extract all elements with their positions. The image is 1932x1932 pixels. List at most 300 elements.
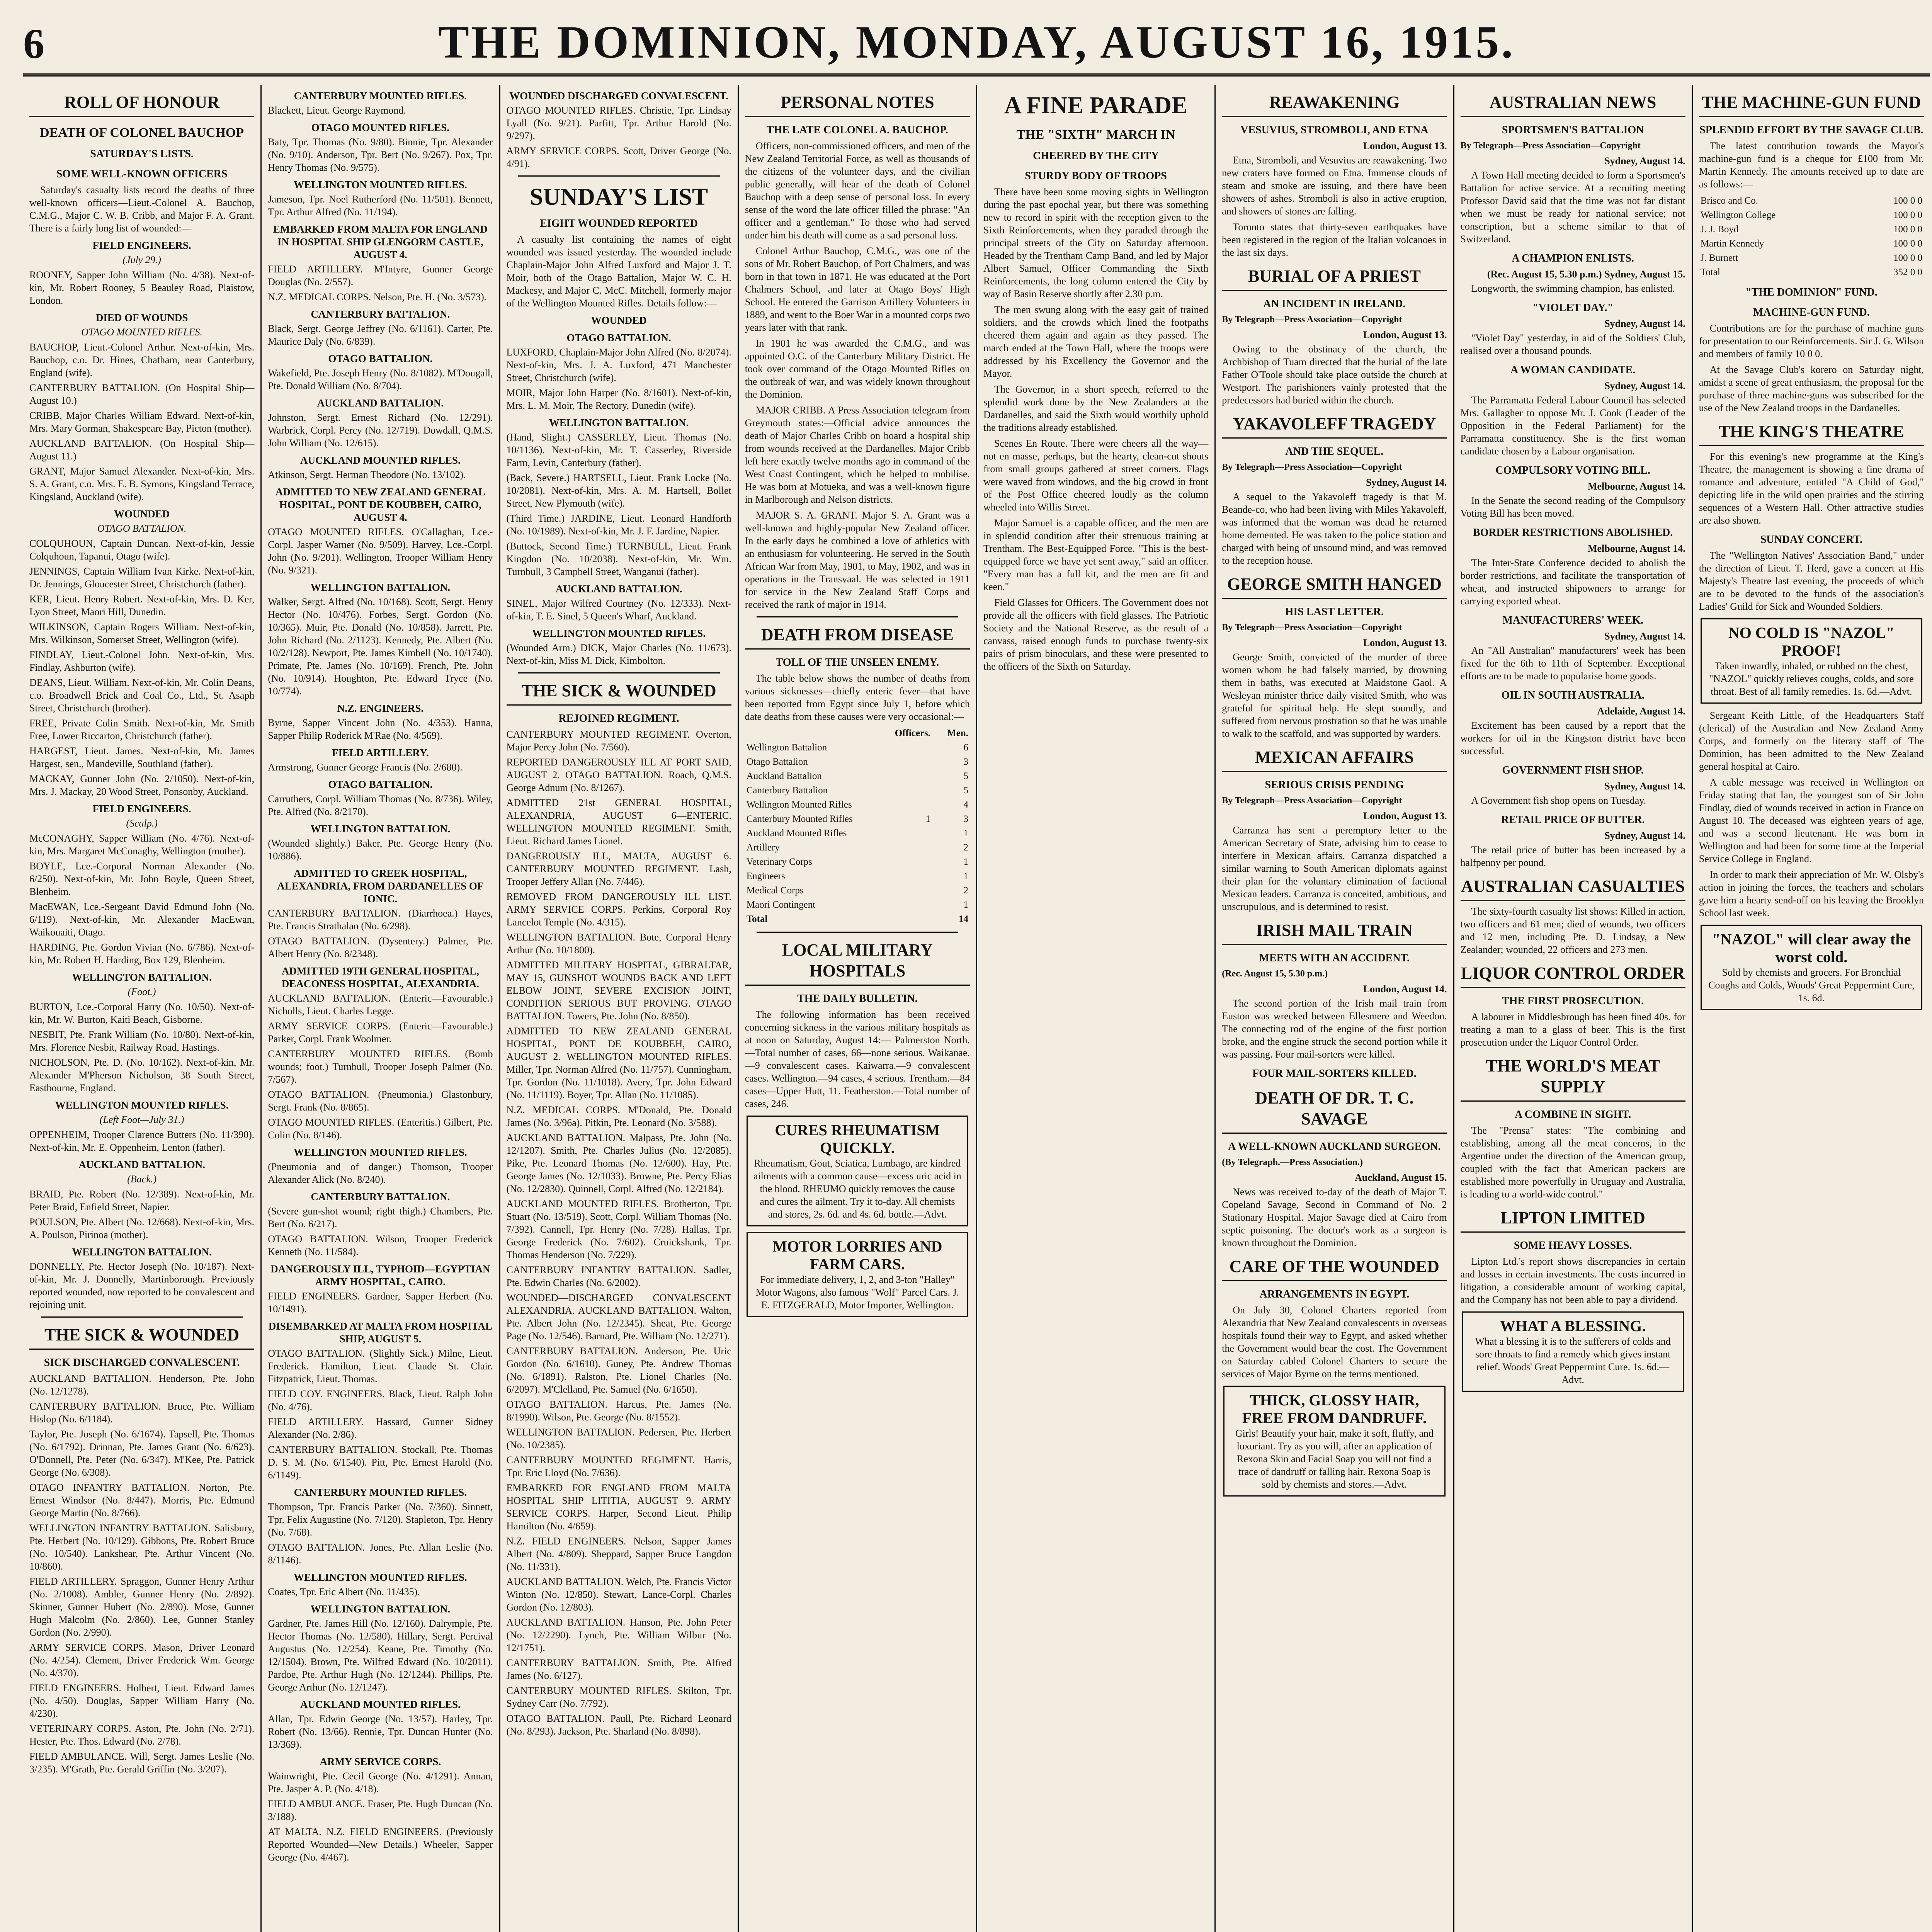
ad-text: Girls! Beautify your hair, make it soft, fluffy, and luxuriant. Try as you will, after an application of Rexona Skin and Facial Soap you will not find a trace of dandruff or falling hair. Rexona Soap is sold by chemists and stores.—Advt. bbox=[1235, 1428, 1434, 1490]
casualty-entry: MacEWAN, Lce.-Sergeant David Edmund John (No. 6/119). Next-of-kin, Mr. Alexander MacEwan, Waikouaiti, Otago. bbox=[29, 901, 255, 938]
subheadline: THE LATE COLONEL A. BAUCHOP. bbox=[766, 124, 948, 136]
table-cell bbox=[893, 740, 932, 755]
article-paragraph: A Town Hall meeting decided to form a Sportsmen's Battalion for active service. At a recruiting meeting Professor David said that the time was not far distant when we must be ready for national service; not conscription, but a scheme similar to that of Switzerland. bbox=[1460, 170, 1685, 245]
article-paragraph: Scenes En Route. There were cheers all the way—not en masse, perhaps, but the hearty, clean-cut shouts from small groups gathered at street corners. Flags were waved from windows, and the big crowd in front of the Post Office cheered loudly as the column wheeled into Willis Street. bbox=[983, 438, 1209, 513]
top-entries bbox=[507, 104, 731, 170]
table-row bbox=[745, 783, 970, 798]
unit-heading: WELLINGTON MOUNTED RIFLES. bbox=[293, 179, 467, 190]
divider bbox=[518, 672, 720, 673]
dateline: London, August 14. bbox=[1363, 983, 1447, 995]
table-cell bbox=[893, 840, 932, 855]
sick-entry: AUCKLAND BATTALION. Welch, Pte. Francis Victor Winton (No. 12/850). Stewart, Lance-Corpl. Charles Gordon (No. 12/803). bbox=[506, 1576, 731, 1613]
casualty-entry: MACKAY, Gunner John (No. 2/1050). Next-of-kin, Mrs. J. Mackay, 20 Wood Street, Ponsonby, Auckland. bbox=[29, 773, 255, 797]
casualty-entry: FIELD ENGINEERS. Gardner, Sapper Herbert (No. 10/1491). bbox=[268, 1291, 493, 1315]
article-paragraph: The latest contribution towards the Mayor's machine-gun fund is a cheque for £100 from Mr. Martin Kennedy. The amounts received up to date are as follows:— bbox=[1699, 140, 1924, 190]
casualty-entry: Johnston, Sergt. Ernest Richard (No. 12/291). Warbrick, Corpl. Percy (No. 12/719). Dowdall, Q.M.S. John William (No. 12/615). bbox=[268, 412, 493, 449]
headline-australian-casualties: AUSTRALIAN CASUALTIES bbox=[1461, 876, 1685, 901]
table-cell: Canterbury Battalion bbox=[746, 785, 828, 796]
headline-burial-of-priest: BURIAL OF A PRIEST bbox=[1222, 266, 1447, 291]
subheadline: MEETS WITH AN ACCIDENT. bbox=[1259, 952, 1410, 964]
casualty-entry: CANTERBURY BATTALION. (On Hospital Ship—August 10.) bbox=[29, 382, 255, 406]
headline-sick-wounded: THE SICK & WOUNDED bbox=[29, 1325, 254, 1350]
divider bbox=[41, 1316, 243, 1318]
table-cell bbox=[893, 898, 932, 912]
unit-heading: WELLINGTON MOUNTED RIFLES. bbox=[532, 628, 706, 639]
casualty-entry: (Severe gun-shot wound; right thigh.) Chambers, Pte. Bert (No. 6/217). bbox=[268, 1206, 493, 1230]
unit-heading: WELLINGTON MOUNTED RIFLES. bbox=[293, 1146, 467, 1158]
dateline: London, August 13. bbox=[1363, 329, 1447, 340]
casualty-entry: (Wounded Arm.) DICK, Major Charles (No. 11/673). Next-of-kin, Miss M. Dick, Kimbolton. bbox=[506, 642, 731, 666]
donor-name: Martin Kennedy bbox=[1700, 238, 1764, 249]
casualty-entry: CANTERBURY MOUNTED RIFLES. (Bomb wounds; foot.) Turnbull, Trooper Joseph Palmer (No. 7/567). bbox=[268, 1048, 493, 1085]
table-row bbox=[745, 826, 970, 840]
casualty-entry: Armstrong, Gunner George Francis (No. 2/680). bbox=[268, 762, 463, 773]
article-paragraph: For this evening's new programme at the King's Theatre, the management is showing a fine drama of romance and adventure, entitled "A Child of God," depicting life in the wild open prairies and the stirring sequences of a Western Hall. Other attractive studies are also shown. bbox=[1699, 451, 1924, 526]
unit-heading: OTAGO BATTALION. bbox=[328, 779, 433, 790]
column-roll-of-honour bbox=[23, 85, 262, 1932]
sick-entry: WELLINGTON INFANTRY BATTALION. Salisbury, Pte. Herbert (No. 10/129). Gibbons, Pte. Robert Bruce (No. 10/540). Lankshear, Pte. Arthur Vincent (No. 10/860). bbox=[29, 1522, 255, 1572]
donation-amount: 100 0 0 bbox=[1893, 238, 1922, 249]
unit-heading: OTAGO BATTALION. bbox=[566, 332, 671, 344]
news-item-title: "VIOLET DAY." bbox=[1532, 302, 1614, 314]
casualty-entry: McCONAGHY, Sapper William (No. 4/76). Next-of-kin, Mrs. Margaret McConaghy, Wellington (mother). bbox=[29, 833, 255, 857]
table-row bbox=[745, 769, 970, 783]
casualty-units bbox=[29, 239, 254, 1311]
casualty-entry: Baty, Tpr. Thomas (No. 9/80). Binnie, Tpr. Alexander (No. 9/10). Anderson, Tpr. Bert (No. 9/267). Pox, Tpr. Henry Thomas (No. 9/575). bbox=[268, 136, 493, 173]
table-cell: Total bbox=[746, 914, 768, 924]
table-cell: Artillery bbox=[746, 842, 780, 853]
headline-fine-parade: A FINE PARADE bbox=[1004, 92, 1188, 119]
sick-entry: FIELD AMBULANCE. Will, Sergt. James Leslie (No. 3/235). M'Grath, Pte. Gerald Griffin (No. 3/207). bbox=[29, 1751, 255, 1775]
subheadline: SERIOUS CRISIS PENDING bbox=[1265, 779, 1404, 791]
table-cell: 2 bbox=[963, 885, 968, 896]
casualty-entry: Jameson, Tpr. Noel Rutherford (No. 11/501). Bennett, Tpr. Arthur Alfred (No. 11/194). bbox=[268, 194, 493, 218]
table-cell: Wellington Battalion bbox=[746, 742, 827, 753]
column-header bbox=[745, 726, 893, 740]
unit-heading: WELLINGTON BATTALION. bbox=[72, 1246, 212, 1258]
article-paragraph: An "All Australian" manufacturers' week has been fixed for the 6th to 11th of September. Exceptional efforts are to be made to popularise home goods. bbox=[1460, 645, 1685, 682]
newspaper-title: THE DOMINION, MONDAY, AUGUST 16, 1915. bbox=[438, 16, 1515, 68]
table-cell bbox=[893, 755, 932, 769]
casualty-entry: Byrne, Sapper Vincent John (No. 4/353). Hanna, Sapper Philip Roderick M'Rae (No. 4/569). bbox=[268, 717, 493, 741]
subheadline: SUNDAY CONCERT. bbox=[1760, 534, 1862, 546]
casualty-entry: DONNELLY, Pte. Hector Joseph (No. 10/187). Next-of-kin, Mr. J. Donnelly, Martinborough. Previously reported wounded, now reported to be convalescent and rejoining unit. bbox=[29, 1261, 255, 1310]
article-paragraph: The "Prensa" states: "The combining and establishing, among all the meat concerns, in the Argentine under the direction of the American group, coupled with the fact that American packers are established more powerfully in Uruguay and Australia, is leading to a world-wide control." bbox=[1460, 1125, 1685, 1200]
sick-entry: ADMITTED 21st GENERAL HOSPITAL, ALEXANDRIA, AUGUST 6—ENTERIC. WELLINGTON MOUNTED REGIMENT. Smith, Lieut. Richard James Lionel. bbox=[506, 797, 731, 847]
table-cell: 3 bbox=[963, 814, 968, 824]
table-cell bbox=[893, 912, 932, 926]
casualty-entry: NICHOLSON, Pte. D. (No. 10/162). Next-of-kin, Mr. Alexander M'Pherson Nicholson, 38 South Street, Eastbourne, England. bbox=[29, 1057, 255, 1094]
unit-heading: CANTERBURY BATTALION. bbox=[311, 1191, 450, 1202]
table-row bbox=[1699, 251, 1924, 265]
unit-heading: WOUNDED bbox=[591, 315, 647, 326]
donation-amount: 100 0 0 bbox=[1893, 210, 1922, 220]
donor-name: J. Burnett bbox=[1700, 253, 1738, 263]
article-paragraph: In the Senate the second reading of the Compulsory Voting Bill has been moved. bbox=[1460, 495, 1685, 519]
article-paragraph: Lipton Ltd.'s report shows discrepancies in certain and losses in certain investments. The costs incurred in litigation, a considerable amount of working capital, and the Company has not been able to pay a dividend. bbox=[1460, 1256, 1685, 1305]
casualty-entry: CANTERBURY BATTALION. Stockall, Pte. Thomas D. S. M. (No. 6/1540). Pitt, Pte. Ernest Harold (No. 6/1149). bbox=[268, 1444, 493, 1481]
casualty-entry: FIELD ARTILLERY. Hassard, Gunner Sidney Alexander (No. 2/86). bbox=[268, 1416, 493, 1440]
column-cable-news bbox=[1216, 85, 1454, 1932]
subheadline: SATURDAY'S LISTS. bbox=[90, 148, 194, 160]
table-row bbox=[745, 798, 970, 812]
subheadline: EIGHT WOUNDED REPORTED bbox=[540, 218, 698, 230]
table-cell: 1 bbox=[963, 828, 968, 838]
table-total-row bbox=[745, 912, 970, 926]
dateline: Melbourne, August 14. bbox=[1587, 481, 1685, 492]
casualty-entry: (Hand, Slight.) CASSERLEY, Lieut. Thomas (No. 10/1136). Next-of-kin, Mr. T. Casserley, Riverside Farm, Levin, Canterbury (father). bbox=[506, 432, 731, 468]
article-paragraph: MAJOR CRIBB. A Press Association telegram from Greymouth states:—Official advice announces the death of Major Charles Cribb on board a hospital ship from wounds received at the Dardanelles. Major Cribb left here exactly twelve months ago in command of the West Coast Contingent, which he helped to mobilise. He was born at Motueka, and was a well-known figure in Marlborough and Nelson districts. bbox=[745, 405, 970, 505]
unit-heading: WELLINGTON MOUNTED RIFLES. bbox=[293, 1571, 467, 1583]
article-paragraph: Contributions are for the purchase of machine guns for presentation to our Reinforcements. Sir J. G. Wilson and members of family 10 0 0. bbox=[1699, 323, 1924, 359]
sick-entry: AUCKLAND BATTALION. Hanson, Pte. John Peter (No. 12/2290). Lynch, Pte. William Wilbur (No. 12/1751). bbox=[506, 1617, 731, 1653]
casualty-entry: COLQUHOUN, Captain Duncan. Next-of-kin, Jessie Colquhoun, Tapanui, Otago (wife). bbox=[29, 538, 255, 562]
headline-mexican-affairs: MEXICAN AFFAIRS bbox=[1222, 747, 1447, 772]
casualty-entry: DEANS, Lieut. William. Next-of-kin, Mr. Colin Deans, c.o. Broadwell Brick and Coal Co., Ltd., St. Asaph Street, Christchurch (brother). bbox=[29, 677, 255, 714]
table-cell bbox=[893, 798, 932, 812]
donation-amount: 352 0 0 bbox=[1893, 267, 1922, 277]
unit-heading: CANTERBURY MOUNTED RIFLES. bbox=[294, 90, 467, 102]
article-paragraph: Major Samuel is a capable officer, and the men are in splendid condition after their strenuous training at Trentham. The Best-Equipped Force. "This is the best-equipped force we have yet sent away," said an officer. "Every man has a full kit, and the men are fit and keen." bbox=[983, 517, 1209, 592]
dateline: Sydney, August 14. bbox=[1604, 318, 1685, 329]
casualty-entry: Blackett, Lieut. George Raymond. bbox=[268, 105, 406, 116]
dateline: London, August 13. bbox=[1363, 140, 1447, 151]
column-header: Men. bbox=[947, 728, 968, 738]
table-row bbox=[745, 755, 970, 769]
byline: By Telegraph—Press Association—Copyright bbox=[1222, 462, 1402, 472]
donation-amount: 100 0 0 bbox=[1893, 224, 1922, 235]
article-paragraph: In order to mark their appreciation of Mr. W. Olsby's action in joining the forces, the teachers and scholars gave him a hearty send-off on his leaving the Brooklyn School last week. bbox=[1699, 869, 1924, 918]
ad-text: For immediate delivery, 1, 2, and 3-ton "Halley" Motor Wagons, also famous "Wolf" Parcel Cars. J. E. FITZGERALD, Motor Importer, Wellington. bbox=[755, 1274, 959, 1311]
news-item-title: MANUFACTURERS' WEEK. bbox=[1502, 614, 1643, 626]
news-item-title: COMPULSORY VOTING BILL. bbox=[1495, 464, 1650, 476]
subheadline: THE DAILY BULLETIN. bbox=[797, 993, 918, 1005]
casualty-entry: SINEL, Major Wilfred Courtney (No. 12/333). Next-of-kin, T. E. Sinel, 5 Queen's Wharf, Auckland. bbox=[506, 598, 731, 622]
headline-sick-wounded: THE SICK & WOUNDED bbox=[507, 680, 731, 706]
unit-subheading: OTAGO MOUNTED RIFLES. bbox=[81, 327, 202, 338]
article-paragraph: In 1901 he was awarded the C.M.G., and was appointed O.C. of the Canterbury Military District. He took over command of the Otago Mounted Rifles on the outbreak of war, and was widely known throughout the Dominion. bbox=[745, 338, 970, 400]
unit-subheading: OTAGO BATTALION. bbox=[97, 523, 187, 534]
sick-entry: CANTERBURY MOUNTED REGIMENT. Overton, Major Percy John (No. 7/560). bbox=[506, 729, 731, 753]
column-personal-notes bbox=[739, 85, 977, 1932]
table-cell: Canterbury Mounted Rifles bbox=[746, 814, 853, 824]
sick-list bbox=[29, 1372, 254, 1776]
ad-title: THICK, GLOSSY HAIR, FREE FROM DANDRUFF. bbox=[1242, 1391, 1427, 1427]
table-cell: 6 bbox=[963, 742, 968, 753]
casualty-entry: POULSON, Pte. Albert (No. 12/668). Next-of-kin, Mrs. A. Poulson, Pirinoa (mother). bbox=[29, 1216, 255, 1240]
casualty-entry: HARGEST, Lieut. James. Next-of-kin, Mr. James Hargest, sen., Mandeville, Southland (father). bbox=[29, 745, 255, 769]
sick-entry: AUCKLAND MOUNTED RIFLES. Brotherton, Tpr. Stuart (No. 13/519). Scott, Corpl. William Thomas (No. 7/392). Cannell, Tpr. Henry (No. 7/28). Hallas, Tpr. George Frederick (No. 7/602). Cruickshank, Tpr. Thomas Henderson (No. 7/229). bbox=[506, 1198, 731, 1260]
donation-amount: 100 0 0 bbox=[1893, 253, 1922, 263]
dateline: Sydney, August 14. bbox=[1604, 631, 1685, 642]
subheadline: MACHINE-GUN FUND. bbox=[1753, 306, 1870, 318]
table-row bbox=[745, 883, 970, 898]
table-row bbox=[745, 840, 970, 855]
table-cell: Veterinary Corps bbox=[746, 857, 812, 867]
donor-name: J. J. Boyd bbox=[1700, 224, 1739, 235]
sick-entry: WELLINGTON BATTALION. Bote, Corporal Henry Arthur (No. 10/1800). bbox=[506, 932, 731, 956]
column-australian-news bbox=[1454, 85, 1693, 1932]
casualty-entry: AUCKLAND BATTALION. (Enteric—Favourable.) Nicholls, Lieut. Charles Legge. bbox=[268, 993, 493, 1017]
dateline: Sydney, August 14. bbox=[1366, 477, 1447, 488]
intro-paragraph: A casualty list containing the names of eight wounded was issued yesterday. The wounded include Chaplain-Major John Alfred Luxford and Major J. T. Moir, both of the Otago Battalion, Major W. C. H. Mackesy, and Major C. McC. Mitchell, formerly major of the Wellington Mounted Rifles. Details follow:— bbox=[506, 234, 731, 309]
unit-heading: ARMY SERVICE CORPS. bbox=[320, 1756, 441, 1767]
casualty-entry: BAUCHOP, Lieut.-Colonel Arthur. Next-of-kin, Mrs. Bauchop, c.o. Dr. Hines, Chatham, near Canterbury, England (wife). bbox=[29, 342, 255, 378]
casualty-entry: OTAGO MOUNTED RIFLES. (Enteritis.) Gilbert, Pte. Colin (No. 8/146). bbox=[268, 1117, 493, 1141]
article-paragraph: Carranza has sent a peremptory letter to the American Secretary of State, advising him to cease to interfere in Mexican affairs. Carranza dispatched a similar warning to South American diplomats against their plan for the voluntary elimination of factional Mexican leaders. Carranza is conceited, ambitious, and unscrupulous, and is determined to resist. bbox=[1222, 825, 1447, 912]
ad-text: Taken inwardly, inhaled, or rubbed on the chest, "NAZOL" quickly relieves coughs, colds, and sore throat. Best of all family remedies. 1s. 6d.—Advt. bbox=[1709, 660, 1914, 697]
subheadline: SPORTSMEN'S BATTALION bbox=[1502, 124, 1644, 136]
article-paragraph: The men swung along with the easy gait of trained soldiers, and the crowds which lined the footpaths cheered them again and again as they passed. The march ended at the Town Hall, where the troops were addressed by his Excellency the Governor and the Mayor. bbox=[983, 304, 1209, 379]
casualty-entry: FINDLAY, Lieut.-Colonel John. Next-of-kin, Mrs. Findlay, Ashburton (wife). bbox=[29, 649, 255, 673]
unit-heading: WOUNDED bbox=[114, 508, 170, 520]
news-items bbox=[1461, 252, 1685, 869]
casualty-entry: Wakefield, Pte. Joseph Henry (No. 8/1082). M'Dougall, Pte. Donald William (No. 8/704). bbox=[268, 367, 493, 391]
table-cell: Auckland Battalion bbox=[746, 771, 822, 781]
casualty-entry: ARMY SERVICE CORPS. (Enteric—Favourable.) Parker, Corpl. Frank Woolmer. bbox=[268, 1020, 493, 1044]
ad-title: CURES RHEUMATISM QUICKLY. bbox=[775, 1121, 940, 1156]
article-paragraph: At the Savage Club's korero on Saturday night, amidst a scene of great enthusiasm, the proposal for the purchase of three machine-guns was subscribed for the use of the New Zealand troops in the Dardanelles. bbox=[1699, 364, 1924, 413]
unit-heading: AUCKLAND BATTALION. bbox=[317, 397, 444, 409]
unit-heading: DISEMBARKED AT MALTA FROM HOSPITAL SHIP, AUGUST 5. bbox=[268, 1320, 492, 1345]
column-machine-gun-fund bbox=[1693, 85, 1930, 1932]
casualty-entry: OTAGO BATTALION. (Dysentery.) Palmer, Pte. Albert Henry (No. 8/2348). bbox=[268, 935, 493, 959]
subheadline: A WELL-KNOWN AUCKLAND SURGEON. bbox=[1228, 1141, 1441, 1153]
casualty-entry: N.Z. MEDICAL CORPS. Nelson, Pte. H. (No. 3/573). bbox=[268, 291, 487, 303]
subheadline: "THE DOMINION" FUND. bbox=[1745, 286, 1878, 298]
table-cell: 4 bbox=[963, 799, 968, 810]
article-body bbox=[983, 185, 1208, 673]
advertisement bbox=[747, 1116, 968, 1226]
subheadline: HIS LAST LETTER. bbox=[1285, 606, 1384, 618]
headline-personal-notes: PERSONAL NOTES bbox=[745, 92, 970, 117]
article-paragraph: The table below shows the number of deaths from various sicknesses—chiefly enteric fever—that have been reported from Egypt since July 1, before which date deaths from these causes were very occasional:— bbox=[745, 673, 970, 722]
article-paragraph: Etna, Stromboli, and Vesuvius are reawakening. Two new craters have formed on Etna. Immense clouds of steam and smoke are issuing, and there have been showers of ashes. Stromboli is also in active eruption, and showers of stones are falling. bbox=[1222, 155, 1447, 217]
article-paragraph: The second portion of the Irish mail train from Euston was wrecked between Ellesmere and Weedon. The connecting rod of the engine of the first portion broke, and the engine struck the second portion while it was passing. Four mail-sorters were killed. bbox=[1222, 998, 1447, 1060]
casualty-entry: (Pneumonia and of danger.) Thomson, Trooper Alexander Alick (No. 8/240). bbox=[268, 1161, 493, 1185]
subheadline: SOME WELL-KNOWN OFFICERS bbox=[56, 168, 228, 180]
article-paragraph: The Parramatta Federal Labour Council has selected Mrs. Gallagher to oppose Mr. J. Cook (Leader of the Opposition in the Federal Parliament) for the Parramatta constituency. She is the first woman candidate chosen by a Labour organisation. bbox=[1460, 395, 1685, 457]
table-cell: Auckland Mounted Rifles bbox=[746, 828, 847, 838]
table-row bbox=[745, 855, 970, 869]
casualty-entry: OTAGO MOUNTED RIFLES. Christie, Tpr. Lindsay Lyall (No. 9/21). Parfitt, Tpr. Arthur Harold (No. 9/297). bbox=[506, 105, 731, 141]
unit-heading: OTAGO MOUNTED RIFLES. bbox=[311, 122, 450, 133]
casualty-entry: Walker, Sergt. Alfred (No. 10/168). Scott, Sergt. Henry Hector (No. 10/476). Forbes, Sergt. Gordon (No. 10/365). Muir, Pte. Donald (No. 10/858). Jarrett, Pte. John Richard (No. 2/1123). Kennedy, Pte. Albert (No. 10/2/128). Newport, Pte. James Kimbell (No. 10/1740). Primate, Pte. James (No. 10/169). French, Pte. John (No. 10/914). Houghton, Pte. Edward Tryce (No. 10/774). bbox=[268, 596, 493, 697]
table-cell: 1 bbox=[963, 857, 968, 867]
table-row bbox=[745, 740, 970, 755]
casualty-entry: (Wounded slightly.) Baker, Pte. George Henry (No. 10/886). bbox=[268, 838, 493, 862]
article-paragraph: A labourer in Middlesbrough has been fined 40s. for treating a man to a glass of beer. This is the first prosecution under the Liquor Control Order. bbox=[1460, 1011, 1685, 1048]
table-cell: 5 bbox=[963, 785, 968, 796]
news-item-title: BORDER RESTRICTIONS ABOLISHED. bbox=[1473, 527, 1673, 539]
dateline: Sydney, August 14. bbox=[1604, 155, 1685, 167]
article-paragraph: Officers, non-commissioned officers, and men of the New Zealand Territorial Force, as well as thousands of the citizens of the volunteer days, and the civilian public generally, will hear of the death of Colonel Bauchop with a deep sense of personal loss. In every sense of the word the late officer filled the phrase: "An officer and a gentleman." To those who had served under him his death will come as a sad personal loss. bbox=[745, 140, 970, 241]
advertisement bbox=[1701, 618, 1922, 704]
casualty-entry: BURTON, Lce.-Corporal Harry (No. 10/50). Next-of-kin, Mr. W. Burton, Kaiti Beach, Gisborne. bbox=[29, 1001, 255, 1025]
sick-entry: FIELD ARTILLERY. Spraggon, Gunner Henry Arthur (No. 2/1008). Ambler, Gunner Henry (No. 2/892). Skinner, Gunner Hubert (No. 2/890). Mose, Gunner Hugh Malcolm (No. 2/860). Lee, Gunner Stanley Gordon (No. 2/990). bbox=[29, 1576, 255, 1638]
unit-subheading: (Left Foot—July 31.) bbox=[99, 1114, 184, 1125]
unit-heading: DANGEROUSLY ILL, TYPHOID—EGYPTIAN ARMY HOSPITAL, CAIRO. bbox=[270, 1263, 490, 1287]
sick-entry: CANTERBURY INFANTRY BATTALION. Sadler, Pte. Edwin Charles (No. 6/2002). bbox=[506, 1264, 731, 1288]
sick-entry: ARMY SERVICE CORPS. Mason, Driver Leonard (No. 4/254). Clement, Driver Frederick Wm. George (No. 4/370). bbox=[29, 1642, 255, 1679]
table-cell: Wellington Mounted Rifles bbox=[746, 799, 852, 810]
table-cell: Engineers bbox=[746, 871, 785, 881]
casualty-entry: ROONEY, Sapper John William (No. 4/38). Next-of-kin, Mr. Robert Rooney, 5 Beauley Road, Plaistow, London. bbox=[29, 269, 255, 306]
columns bbox=[23, 85, 1930, 1932]
subheadline: VESUVIUS, STROMBOLI, AND ETNA bbox=[1240, 124, 1429, 136]
headline-liquor-control: LIQUOR CONTROL ORDER bbox=[1461, 963, 1685, 988]
byline: By Telegraph—Press Association—Copyright bbox=[1222, 622, 1402, 633]
news-item-title: RETAIL PRICE OF BUTTER. bbox=[1501, 814, 1645, 826]
table-row bbox=[1699, 265, 1924, 279]
table-cell: 1 bbox=[963, 900, 968, 910]
headline-roll-of-honour: ROLL OF HONOUR bbox=[29, 92, 254, 117]
table-header-row bbox=[745, 726, 970, 740]
casualty-entry: HARDING, Pte. Gordon Vivian (No. 6/786). Next-of-kin, Mr. Robert H. Harding, Box 129, Blenheim. bbox=[29, 942, 255, 966]
news-item-title: A CHAMPION ENLISTS. bbox=[1512, 252, 1634, 264]
casualty-entry: Carruthers, Corpl. William Thomas (No. 8/736). Wiley, Pte. Alfred (No. 8/2170). bbox=[268, 793, 493, 817]
article-body bbox=[1699, 709, 1924, 919]
article-paragraph: George Smith, convicted of the murder of three women whom he had falsely married, by drowning them in baths, was executed at Maidstone Gaol. A Wesleyan minister thrice daily visited Smith, who was grateful for spiritual help. He slept soundly, and suffered from nervous prostration so that he was unable to walk to the scaffold, and was supported by warders. bbox=[1222, 651, 1447, 739]
donor-name: Brisco and Co. bbox=[1700, 196, 1759, 206]
news-item-title: A WOMAN CANDIDATE. bbox=[1510, 364, 1636, 376]
unit-heading: WELLINGTON BATTALION. bbox=[310, 1603, 451, 1615]
advertisement bbox=[747, 1232, 968, 1317]
casualty-entry: KER, Lieut. Henry Robert. Next-of-kin, Mrs. D. Ker, Lyon Street, Maori Hill, Dunedin. bbox=[29, 594, 255, 617]
headline-irish-mail: IRISH MAIL TRAIN bbox=[1222, 920, 1447, 945]
table-cell: Medical Corps bbox=[746, 885, 804, 896]
casualty-entry: FIELD AMBULANCE. Fraser, Pte. Hugh Duncan (No. 3/188). bbox=[268, 1798, 493, 1822]
unit-heading: AUCKLAND BATTALION. bbox=[78, 1159, 205, 1170]
article-paragraph: The Inter-State Conference decided to abolish the border restrictions, and facilitate the transportation of wheat, and instructed shipowners to arrange for carrying exported wheat. bbox=[1460, 557, 1685, 607]
dateline: Sydney, August 14. bbox=[1604, 781, 1685, 792]
casualty-entry: WILKINSON, Captain Rogers William. Next-of-kin, Mrs. Wilkinson, Somerset Street, Wellington (wife). bbox=[29, 621, 255, 645]
column-sundays-list bbox=[500, 85, 739, 1932]
sick-entry: N.Z. FIELD ENGINEERS. Nelson, Sapper James Albert (No. 4/809). Sheppard, Sapper Bruce Langdon (No. 11/331). bbox=[506, 1536, 731, 1572]
unit-heading: WELLINGTON MOUNTED RIFLES. bbox=[55, 1099, 229, 1111]
casualty-entry: BOYLE, Lce.-Corporal Norman Alexander (No. 6/250). Next-of-kin, Mr. John Boyle, Queen Street, Blenheim. bbox=[29, 861, 255, 897]
table-row bbox=[1699, 236, 1924, 251]
table-cell: Maori Contingent bbox=[746, 900, 816, 910]
unit-heading: CANTERBURY BATTALION. bbox=[311, 308, 450, 320]
article-paragraph: The following information has been received concerning sickness in the various military hospitals as at noon on Saturday, August 14:— Palmerston North.—Total number of cases, 66—none serious. Waikanae.—9 convalescent cases. Kaiwarra.—9 convalescent cases. Wellington.—94 cases, 4 serious. Trentham.—84 cases—Upper Hutt, 11. Featherston.—Total number of cases, 246. bbox=[745, 1009, 970, 1109]
casualty-sections bbox=[507, 314, 731, 667]
dateline: Sydney, August 14. bbox=[1604, 830, 1685, 841]
article-paragraph: The Governor, in a short speech, referred to the splendid work done by the New Zealanders at the Dardanelles, and said the Sixth would worthily uphold the traditions already established. bbox=[983, 384, 1209, 433]
unit-heading: AUCKLAND MOUNTED RIFLES. bbox=[300, 1699, 461, 1710]
casualty-entry: AUCKLAND BATTALION. (On Hospital Ship—August 11.) bbox=[29, 438, 255, 462]
byline: By Telegraph—Press Association—Copyright bbox=[1460, 141, 1641, 151]
article-paragraph: A sequel to the Yakavoleff tragedy is that M. Beande-co, who had been living with Miles Yakavoleff, was informed that the woman was dead he returned home demented. He was taken to the police station and charged with being of unsound mind, and was removed to the reception house. bbox=[1222, 491, 1447, 566]
subheadline: SICK DISCHARGED CONVALESCENT. bbox=[44, 1357, 240, 1369]
table-cell: 2 bbox=[963, 842, 968, 853]
article-paragraph: MAJOR S. A. GRANT. Major S. A. Grant was a well-known and highly-popular New Zealand officer. In the early days he combined a love of athletics with an enthusiasm for volunteering. He served in the South African War from May, 1901, to May, 1902, and was in operations in the Transvaal. He was selected in 1911 for service in the New Zealand Staff Corps and received the rank of major in 1914. bbox=[745, 510, 970, 610]
unit-heading: AUCKLAND BATTALION. bbox=[555, 583, 682, 595]
fund-table bbox=[1699, 194, 1924, 279]
advertisement bbox=[1223, 1386, 1445, 1497]
sick-entry: CANTERBURY BATTALION. Anderson, Pte. Uric Gordon (No. 6/1610). Guney, Pte. Andrew Thomas (No. 6/1891). Ralston, Pte. Lionel Charles (No. 6/2097). M'Clelland, Pte. Samuel (No. 6/1650). bbox=[506, 1345, 731, 1395]
unit-heading: WELLINGTON BATTALION. bbox=[310, 823, 451, 835]
sick-entry: CANTERBURY MOUNTED REGIMENT. Harris, Tpr. Eric Lloyd (No. 7/636). bbox=[506, 1454, 731, 1478]
unit-subheading: (July 29.) bbox=[122, 254, 161, 265]
article-paragraph: Owing to the obstinacy of the church, the Archbishop of Tuam directed that the burial of the late Father O'Toole should take place outside the church at Westport. The parishioners vainly protested that the predecessors had buried within the church. bbox=[1222, 344, 1447, 406]
subheadline: STURDY BODY OF TROOPS bbox=[1025, 170, 1167, 182]
sick-entry: WELLINGTON BATTALION. Pedersen, Pte. Herbert (No. 10/2385). bbox=[506, 1427, 731, 1451]
subheadline: THE FIRST PROSECUTION. bbox=[1502, 995, 1644, 1007]
article-paragraph: On July 30, Colonel Charters reported from Alexandria that New Zealand convalescents in overseas hospitals found their way to Egypt, and asked whether the Government would bear the cost. The Government on Saturday cabled Colonel Charters to secure the services of Major Byrne on the terms mentioned. bbox=[1222, 1304, 1447, 1379]
headline-kings-theatre: THE KING'S THEATRE bbox=[1699, 421, 1924, 446]
ad-title: NO COLD IS "NAZOL" PROOF! bbox=[1728, 624, 1895, 659]
dateline: Auckland, August 15. bbox=[1355, 1172, 1447, 1183]
article-paragraph: The "Wellington Natives' Association Band," under the direction of Lieut. T. Herd, gave a concert at His Majesty's Theatre last evening, the proceeds of which are to be devoted to the funds of the association's Ladies' Guild for Sick and Wounded Soldiers. bbox=[1699, 550, 1924, 612]
headline-yakavoleff: YAKAVOLEFF TRAGEDY bbox=[1222, 413, 1447, 439]
article-paragraph: News was received to-day of the death of Major T. Copeland Savage, Second in Command of No. 2 Stationary Hospital. Major Savage died at Cairo from septic poisoning. The doctor's work as a surgeon is known throughout the Dominion. bbox=[1222, 1186, 1447, 1248]
casualty-entry: (Back, Severe.) HARTSELL, Lieut. Frank Locke (No. 10/2081). Next-of-kin, Mrs. A. M. Hartsell, Bollet Street, New Plymouth (wife). bbox=[506, 472, 731, 509]
casualty-entry: Wainwright, Pte. Cecil George (No. 4/1291). Annan, Pte. Jasper A. P. (No. 4/18). bbox=[268, 1770, 493, 1794]
casualty-entry: Coates, Tpr. Eric Albert (No. 11/435). bbox=[268, 1586, 420, 1597]
casualty-entry: CRIBB, Major Charles William Edward. Next-of-kin, Mrs. Mary Gorman, Shakespeare Bay, Picton (mother). bbox=[29, 410, 255, 434]
dateline: London, August 13. bbox=[1363, 637, 1447, 648]
table-cell: 14 bbox=[959, 914, 968, 924]
news-item-title: GOVERNMENT FISH SHOP. bbox=[1502, 764, 1644, 776]
headline-care-of-wounded: CARE OF THE WOUNDED bbox=[1222, 1256, 1447, 1281]
byline: By Telegraph—Press Association—Copyright bbox=[1222, 315, 1402, 325]
table-cell: 5 bbox=[963, 771, 968, 781]
sick-entry: VETERINARY CORPS. Aston, Pte. John (No. 2/71). Hester, Pte. Thos. Edward (No. 2/78). bbox=[29, 1723, 255, 1747]
sick-entry: OTAGO BATTALION. Harcus, Pte. James (No. 8/1990). Wilson, Pte. George (No. 8/1552). bbox=[506, 1399, 731, 1423]
table-row bbox=[1699, 222, 1924, 236]
article-paragraph: The sixty-fourth casualty list shows: Killed in action, two officers and 61 men; died of wounds, two officers and 12 men, including Pte. D. Lindsay, a New Zealander; wounded, 22 officers and 273 men. bbox=[1460, 906, 1685, 955]
article-paragraph: Sergeant Keith Little, of the Headquarters Staff (clerical) of the Australian and New Zealand Army Corps, and formerly on the literary staff of The Dominion, has been admitted to the New Zealand general hospital at Cairo. bbox=[1699, 710, 1924, 772]
headline-meat-supply: THE WORLD'S MEAT SUPPLY bbox=[1461, 1056, 1685, 1102]
intro-paragraph: Saturday's casualty lists record the deaths of three well-known officers—Lieut.-Colonel A. Bauchop, C.M.G., Major C. W. B. Cribb, and Major F. A. Grant. There is a fairly long list of wounded:— bbox=[29, 184, 255, 234]
table-row bbox=[745, 869, 970, 883]
dateline: (Rec. August 15, 5.30 p.m.) Sydney, August 15. bbox=[1487, 269, 1685, 280]
sick-entry: REMOVED FROM DANGEROUSLY ILL LIST. ARMY SERVICE CORPS. Perkins, Corporal Roy Lancelot Temple (No. 4/315). bbox=[506, 891, 731, 928]
casualty-entry: Atkinson, Sergt. Herman Theodore (No. 13/102). bbox=[268, 469, 466, 480]
table-cell: 1 bbox=[925, 814, 930, 824]
casualty-entry: Black, Sergt. George Jeffrey (No. 6/1161). Carter, Pte. Maurice Daly (No. 6/839). bbox=[268, 323, 493, 347]
sick-entry: REPORTED DANGEROUSLY ILL AT PORT SAID, AUGUST 2. OTAGO BATTALION. Roach, Q.M.S. George Adnum (No. 8/1267). bbox=[506, 757, 731, 793]
sick-entry: ADMITTED TO NEW ZEALAND GENERAL HOSPITAL, PONT DE KOUBBEH, CAIRO, AUGUST 2. WELLINGTON MOUNTED RIFLES. Miller, Tpr. Norman Alfred (No. 11/757). Cunningham, Tpr. Gordon (No. 11/1018). Avery, Tpr. John Edward (No. 11/1119). Boyer, Tpr. Allan (No. 11/1085). bbox=[506, 1026, 731, 1100]
sick-entry: AUCKLAND BATTALION. Henderson, Pte. John (No. 12/1278). bbox=[29, 1373, 255, 1397]
unit-heading: DIED OF WOUNDS bbox=[95, 312, 188, 323]
casualty-entry: Allan, Tpr. Edwin George (No. 13/57). Harley, Tpr. Robert (No. 13/66). Rennie, Tpr. Duncan Hunter (No. 13/369). bbox=[268, 1713, 493, 1750]
table-row bbox=[745, 812, 970, 826]
unit-heading: FIELD ARTILLERY. bbox=[332, 747, 429, 759]
dateline: London, August 13. bbox=[1363, 810, 1447, 821]
casualty-entry: FIELD ARTILLERY. M'Intyre, Gunner George Douglas (No. 2/557). bbox=[268, 264, 493, 287]
casualty-entry: MOIR, Major John Harper (No. 8/1601). Next-of-kin, Mrs. L. M. Moir, The Rectory, Dunedin (wife). bbox=[506, 387, 731, 411]
donor-name: Wellington College bbox=[1700, 210, 1776, 220]
subheadline: REJOINED REGIMENT. bbox=[558, 713, 679, 724]
article-body bbox=[745, 139, 970, 611]
table-cell bbox=[893, 883, 932, 898]
article-paragraph: Excitement has been caused by a report that the workers for oil in the Kingston district have been successful. bbox=[1460, 720, 1685, 757]
divider bbox=[518, 175, 720, 177]
sick-entry: ADMITTED MILITARY HOSPITAL, GIBRALTAR, MAY 15, GUNSHOT WOUNDS BACK AND LEFT ELBOW JOINT, SEVERE EXCISION JOINT, CONDITION SERIOUS BUT PROVING. OTAGO BATTALION. Towers, Pte. John (No. 8/850). bbox=[506, 959, 731, 1022]
unit-subheading: (Foot.) bbox=[128, 986, 156, 997]
unit-subheading: (Scalp.) bbox=[126, 818, 158, 829]
table-row bbox=[745, 898, 970, 912]
table-cell: Otago Battalion bbox=[746, 757, 808, 767]
unit-heading: WELLINGTON BATTALION. bbox=[72, 971, 212, 983]
unit-heading: ADMITTED TO GREEK HOSPITAL, ALEXANDRIA, FROM DARDANELLES OF IONIC. bbox=[277, 867, 484, 905]
casualty-entry: BRAID, Pte. Robert (No. 12/389). Next-of-kin, Mr. Peter Braid, Enfield Street, Napier. bbox=[29, 1189, 255, 1213]
subheadline: DEATH OF COLONEL BAUCHOP bbox=[40, 126, 244, 140]
casualty-entry: JENNINGS, Captain William Ivan Kirke. Next-of-kin, Dr. Jennings, Gloucester Street, Christchurch (father). bbox=[29, 566, 255, 590]
subheadline: FOUR MAIL-SORTERS KILLED. bbox=[1252, 1068, 1417, 1080]
